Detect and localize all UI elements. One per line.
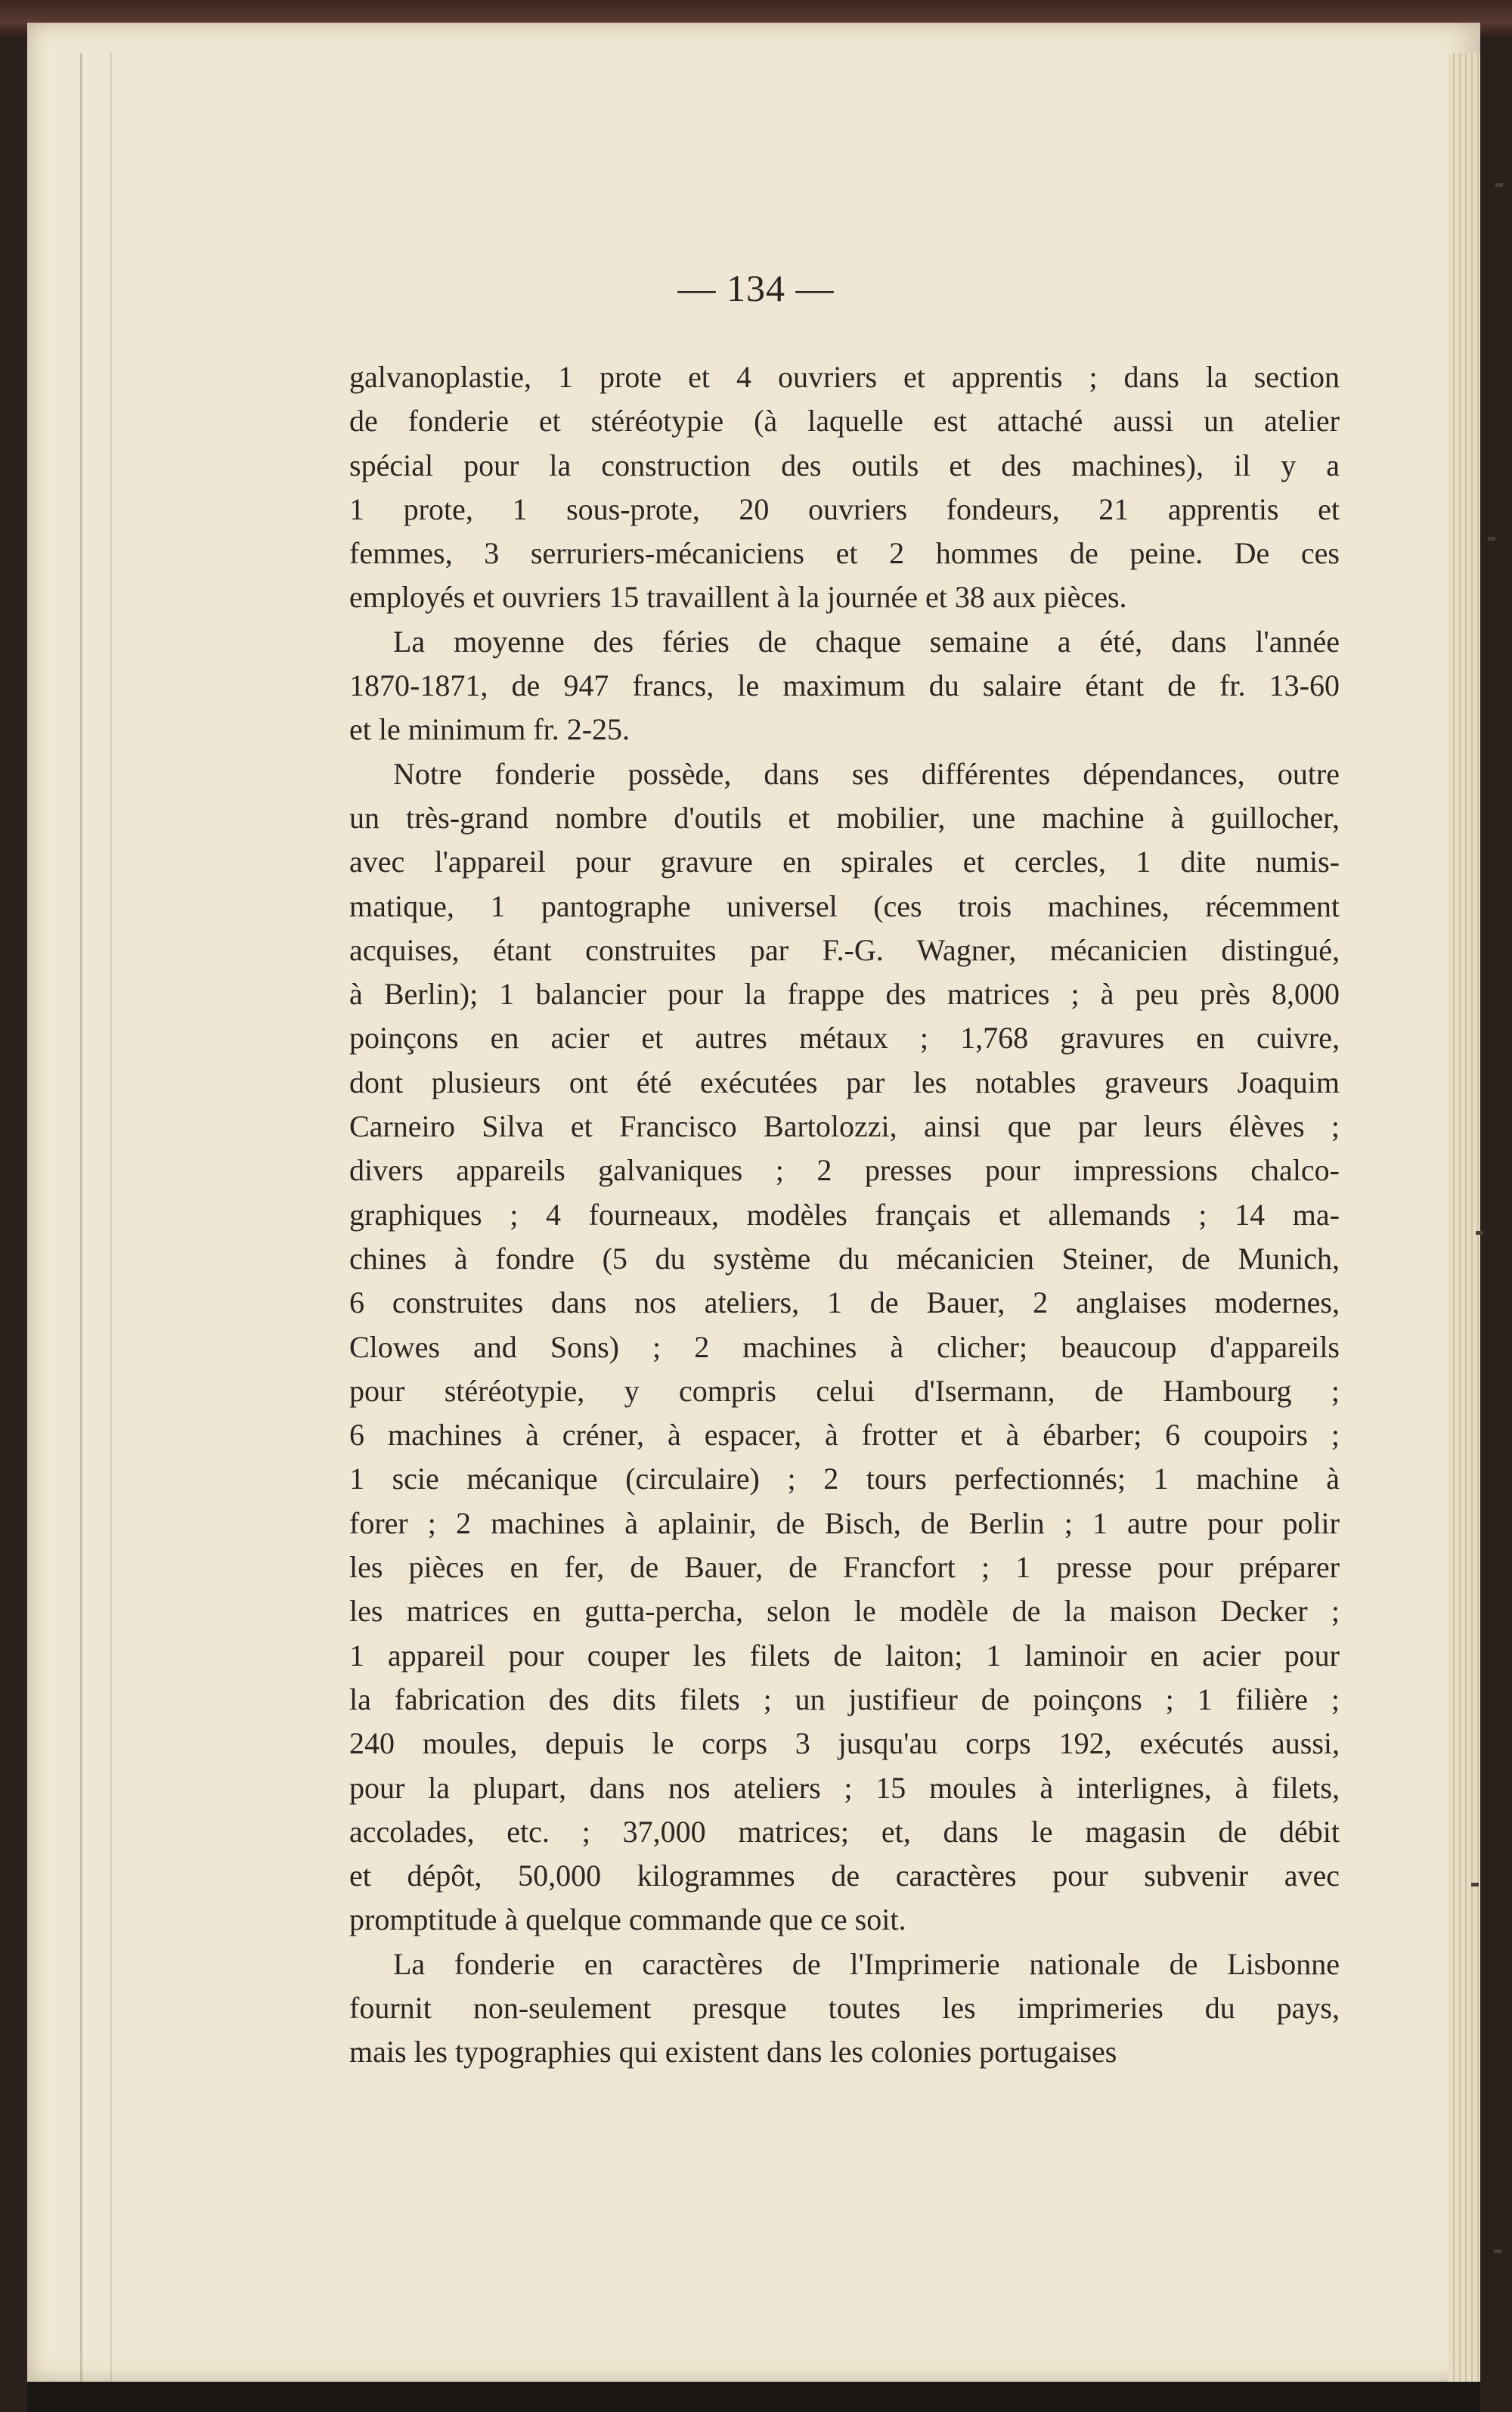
text-line: chines à fondre (5 du système du mécanicien Steiner, de Munich, xyxy=(349,1241,1340,1276)
text-line: 240 moules, depuis le corps 3 jusqu'au corps 192, exécutés aussi, xyxy=(349,1726,1340,1761)
text-line: de fonderie et stéréotypie (à laquelle est attaché aussi un atelier xyxy=(349,404,1340,439)
text-line: Clowes and Sons) ; 2 machines à clicher; beaucoup d'appareils xyxy=(349,1329,1340,1364)
text-line: dont plusieurs ont été exécutées par les notables graveurs Joaquim xyxy=(349,1065,1340,1099)
text-line: 6 machines à créner, à espacer, à frotter et à ébarber; 6 coupoirs ; xyxy=(349,1418,1340,1452)
text-line: employés et ouvriers 15 travaillent à la journée et 38 aux pièces. xyxy=(349,580,1127,615)
text-line: fournit non-seulement presque toutes les imprimeries du pays, xyxy=(349,1990,1340,2025)
text-line: pour stéréotypie, y compris celui d'Isermann, de Hambourg ; xyxy=(349,1373,1340,1408)
text-line: 1 scie mécanique (circulaire) ; 2 tours perfectionnés; 1 machine à xyxy=(349,1462,1340,1496)
paragraph xyxy=(349,1942,1340,2075)
margin-tick xyxy=(1495,183,1503,187)
text-line: Carneiro Silva et Francisco Bartolozzi, ainsi que par leurs élèves ; xyxy=(349,1109,1340,1144)
page-gutter-line xyxy=(110,53,112,2404)
text-line: 1870-1871, de 947 francs, le maximum du salaire étant de fr. 13-60 xyxy=(349,668,1340,703)
text-line: matique, 1 pantographe universel (ces trois machines, récemment xyxy=(349,888,1340,923)
body-text xyxy=(349,355,1340,2075)
text-line: spécial pour la construction des outils et des machines), il y a xyxy=(349,448,1340,482)
text-line: mais les typographies qui existent dans les colonies portugaises xyxy=(349,2035,1117,2069)
text-line: avec l'appareil pour gravure en spirales et cercles, 1 dite numis- xyxy=(349,845,1340,879)
text-line: à Berlin); 1 balancier pour la frappe des matrices ; à peu près 8,000 xyxy=(349,977,1340,1012)
text-line: graphiques ; 4 fourneaux, modèles français et allemands ; 14 ma- xyxy=(349,1197,1340,1232)
margin-tick xyxy=(1471,1883,1479,1887)
text-line: 1 appareil pour couper les filets de laiton; 1 laminoir en acier pour xyxy=(349,1638,1340,1673)
text-line: 1 prote, 1 sous-prote, 20 ouvriers fondeurs, 21 apprentis et xyxy=(349,491,1340,526)
margin-tick xyxy=(1494,2249,1501,2253)
text-line: et dépôt, 50,000 kilogrammes de caractères pour subvenir avec xyxy=(349,1859,1340,1893)
text-line: et le minimum fr. 2-25. xyxy=(349,712,631,747)
margin-tick xyxy=(1488,537,1495,541)
paragraph xyxy=(349,355,1340,620)
text-line: acquises, étant construites par F.-G. Wagner, mécanicien distingué, xyxy=(349,932,1340,967)
text-line: accolades, etc. ; 37,000 matrices; et, dans le magasin de débit xyxy=(349,1814,1340,1849)
text-line: Notre fonderie possède, dans ses différentes dépendances, outre xyxy=(393,756,1340,791)
text-line: promptitude à quelque commande que ce soit. xyxy=(349,1902,906,1937)
book-bottom-edge xyxy=(27,2382,1480,2412)
text-line: les matrices en gutta-percha, selon le modèle de la maison Decker ; xyxy=(349,1594,1340,1629)
text-line: un très-grand nombre d'outils et mobilier, une machine à guillocher, xyxy=(349,800,1340,835)
page-number: — 134 — xyxy=(677,267,835,309)
margin-tick xyxy=(1476,1231,1483,1235)
text-line: galvanoplastie, 1 prote et 4 ouvriers et apprentis ; dans la section xyxy=(349,360,1340,394)
text-line: forer ; 2 machines à aplainir, de Bisch, de Berlin ; 1 autre pour polir xyxy=(349,1505,1340,1540)
text-line: 6 construites dans nos ateliers, 1 de Bauer, 2 anglaises modernes, xyxy=(349,1285,1340,1320)
text-line: La moyenne des féries de chaque semaine a été, dans l'année xyxy=(393,624,1340,659)
text-line: poinçons en acier et autres métaux ; 1,768 gravures en cuivre, xyxy=(349,1021,1340,1056)
text-line: La fonderie en caractères de l'Imprimerie nationale de Lisbonne xyxy=(393,1946,1340,1981)
text-line: la fabrication des dits filets ; un justifieur de poinçons ; 1 filière ; xyxy=(349,1682,1340,1716)
paragraph xyxy=(349,620,1340,752)
text-line: les pièces en fer, de Bauer, de Francfort ; 1 presse pour préparer xyxy=(349,1550,1340,1585)
text-line: divers appareils galvaniques ; 2 presses pour impressions chalco- xyxy=(349,1153,1340,1188)
page-gutter-line xyxy=(80,53,82,2404)
text-line: pour la plupart, dans nos ateliers ; 15 moules à interlignes, à filets, xyxy=(349,1770,1340,1805)
page-stack-edge xyxy=(1448,53,1480,2404)
paragraph xyxy=(349,752,1340,1942)
text-line: femmes, 3 serruriers-mécaniciens et 2 hommes de peine. De ces xyxy=(349,536,1340,571)
